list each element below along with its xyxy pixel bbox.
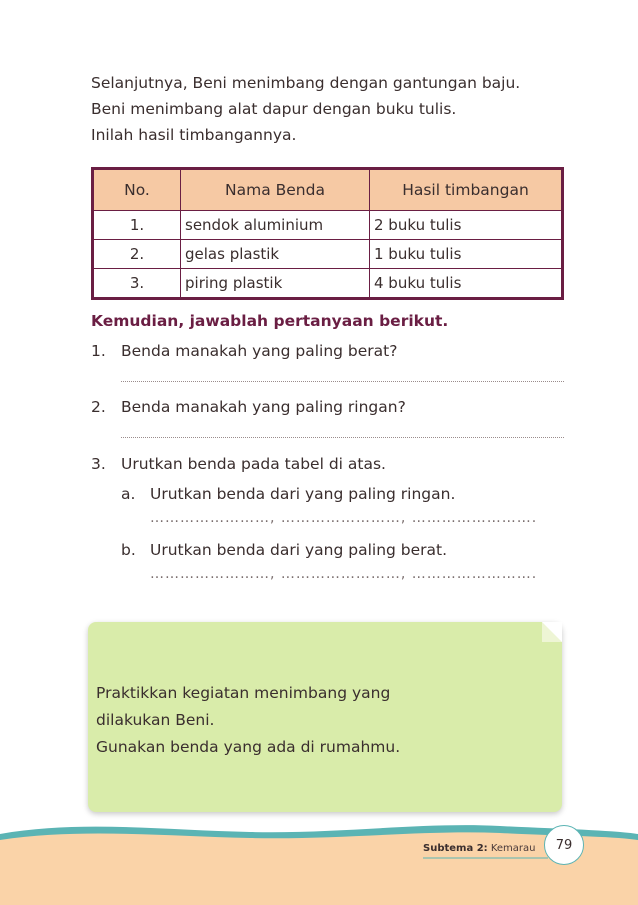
intro-line-3: Inilah hasil timbangannya.: [91, 126, 297, 144]
note-line-3: Gunakan benda yang ada di rumahmu.: [96, 738, 401, 756]
table-row: [93, 269, 563, 299]
question-3-number: 3.: [91, 455, 106, 473]
table-row: [93, 211, 563, 240]
page-number: 79: [544, 825, 584, 865]
question-2-number: 2.: [91, 398, 106, 416]
question-1-number: 1.: [91, 342, 106, 360]
row-number: 3.: [93, 269, 181, 299]
object-name: sendok aluminium: [181, 211, 370, 240]
question-3a: Urutkan benda dari yang paling ringan.: [150, 485, 456, 503]
question-1: Benda manakah yang paling berat?: [121, 342, 398, 360]
activity-note-text: [96, 680, 536, 761]
question-3b: Urutkan benda dari yang paling berat.: [150, 541, 448, 559]
page-fold-corner: [542, 622, 562, 642]
question-2: Benda manakah yang paling ringan?: [121, 398, 406, 416]
object-name: piring plastik: [181, 269, 370, 299]
weigh-result: 1 buku tulis: [370, 240, 563, 269]
question-3b-letter: b.: [121, 541, 136, 559]
answer-line-2[interactable]: [121, 437, 564, 438]
header-object-name: Nama Benda: [181, 169, 370, 211]
subtema-name: Kemarau: [490, 843, 536, 854]
note-line-1: Praktikkan kegiatan menimbang yang: [96, 684, 391, 702]
intro-line-2: Beni menimbang alat dapur dengan buku tulis.: [91, 100, 457, 118]
answer-line-1[interactable]: [121, 381, 564, 382]
answer-sequence-lightest[interactable]: ……………………, ……………………, …………………….: [150, 510, 538, 526]
row-number: 2.: [93, 240, 181, 269]
row-number: 1.: [93, 211, 181, 240]
subtema-label: [423, 843, 536, 854]
object-name: gelas plastik: [181, 240, 370, 269]
table-header-row: [93, 169, 563, 211]
intro-line-1: Selanjutnya, Beni menimbang dengan gantungan baju.: [91, 74, 521, 92]
questions-heading: Kemudian, jawablah pertanyaan berikut.: [91, 312, 449, 330]
footer-sand-wave: [0, 832, 638, 905]
subtema-number: Subtema 2:: [423, 843, 488, 854]
table-row: [93, 240, 563, 269]
weighing-table: [91, 167, 564, 300]
answer-sequence-heaviest[interactable]: ……………………, ……………………, …………………….: [150, 566, 538, 582]
header-result: Hasil timbangan: [370, 169, 563, 211]
weigh-result: 4 buku tulis: [370, 269, 563, 299]
question-3: Urutkan benda pada tabel di atas.: [121, 455, 386, 473]
question-3a-letter: a.: [121, 485, 136, 503]
header-no: No.: [93, 169, 181, 211]
note-line-2: dilakukan Beni.: [96, 711, 215, 729]
weigh-result: 2 buku tulis: [370, 211, 563, 240]
activity-note: [88, 622, 562, 812]
intro-text: [91, 70, 591, 148]
footer-wave: [0, 818, 638, 905]
